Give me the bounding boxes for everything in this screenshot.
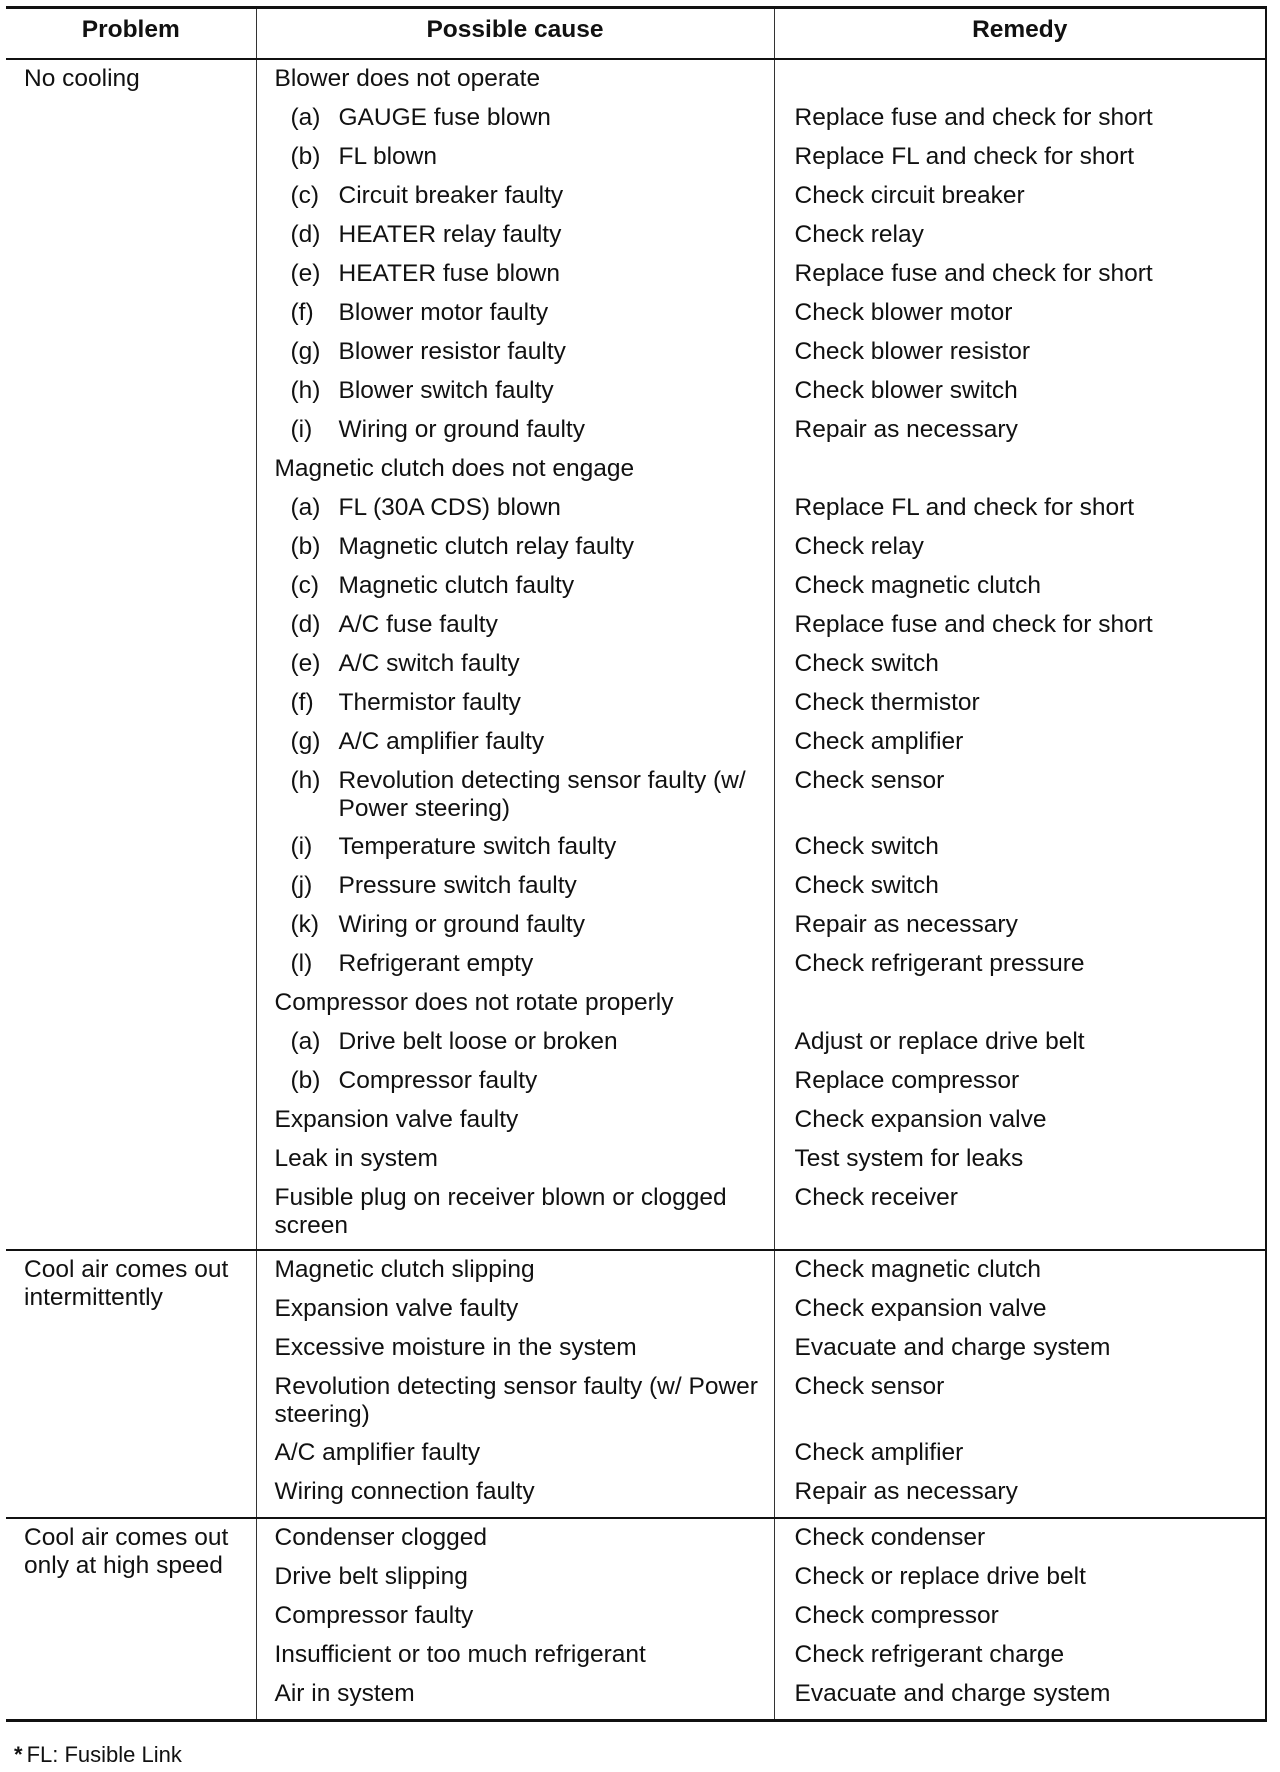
remedy-item: Adjust or replace drive belt [794, 1028, 1085, 1055]
cause-text: Blower switch faulty [338, 377, 554, 404]
cause-sub-item [257, 411, 774, 450]
problem-cell: Cool air comes out intermittently [6, 1250, 256, 1518]
cause-item: Magnetic clutch slipping [274, 1256, 535, 1283]
remedy-item: Check magnetic clutch [794, 572, 1041, 599]
cause-item-label: (e) [290, 650, 321, 677]
cause-item-label: (l) [290, 950, 313, 977]
cause-text: Drive belt loose or broken [338, 1028, 618, 1055]
cause-item: Fusible plug on receiver blown or clogged screen [274, 1184, 727, 1239]
header-possible-cause: Possible cause [256, 8, 774, 60]
remedy-item: Replace FL and check for short [794, 143, 1135, 170]
cause-sub-item [257, 528, 774, 567]
cause-item-label: (e) [290, 260, 321, 287]
cause-text: A/C fuse faulty [338, 611, 498, 638]
cause-item-label: (k) [290, 911, 320, 938]
remedy-item: Check sensor [794, 767, 945, 794]
cause-sub-item [257, 828, 774, 867]
cause-item-label: (d) [290, 611, 321, 638]
remedy-item: Check switch [794, 833, 939, 860]
cause-text: Pressure switch faulty [338, 872, 577, 899]
cause-text: Magnetic clutch faulty [338, 572, 575, 599]
remedy-item: Check sensor [794, 1373, 945, 1400]
cause-text: A/C switch faulty [338, 650, 520, 677]
cause-column [256, 59, 774, 1250]
remedy-item: Check receiver [794, 1184, 958, 1211]
cause-item-label: (c) [290, 572, 320, 599]
cause-text: Wiring or ground faulty [338, 911, 585, 938]
cause-item: Compressor does not rotate properly [274, 989, 674, 1016]
cause-item: Blower does not operate [274, 65, 541, 92]
cause-text: Wiring or ground faulty [338, 416, 585, 443]
cause-sub-item [257, 138, 774, 177]
problem-group [6, 1250, 1266, 1518]
problem-group [6, 1518, 1266, 1721]
remedy-item: Repair as necessary [794, 416, 1018, 443]
cause-text: Circuit breaker faulty [338, 182, 564, 209]
table-header-row [6, 8, 1266, 60]
cause-item: Wiring connection faulty [274, 1478, 535, 1505]
cause-item-label: (b) [290, 533, 321, 560]
remedy-item [775, 450, 1266, 489]
cause-sub-item [257, 489, 774, 528]
remedy-item: Replace fuse and check for short [794, 611, 1153, 638]
remedy-item: Check switch [794, 872, 939, 899]
remedy-column [774, 59, 1266, 1250]
cause-item-label: (a) [290, 104, 321, 131]
cause-item-label: (b) [290, 143, 321, 170]
cause-item-label: (a) [290, 1028, 321, 1055]
cause-sub-item [257, 372, 774, 411]
footnote-symbol: * [14, 1742, 23, 1767]
cause-item-label: (j) [290, 872, 313, 899]
cause-sub-item [257, 606, 774, 645]
cause-text: Refrigerant empty [338, 950, 534, 977]
remedy-item: Replace compressor [794, 1067, 1020, 1094]
remedy-item: Repair as necessary [794, 1478, 1018, 1505]
cause-item: Drive belt slipping [274, 1563, 468, 1590]
cause-sub-item [257, 333, 774, 372]
cause-item-label: (f) [290, 689, 314, 716]
cause-sub-item [257, 99, 774, 138]
remedy-item: Check or replace drive belt [794, 1563, 1086, 1590]
cause-text: Temperature switch faulty [338, 833, 617, 860]
remedy-item: Replace fuse and check for short [794, 260, 1153, 287]
remedy-item: Evacuate and charge system [794, 1334, 1111, 1361]
cause-item-label: (g) [290, 728, 321, 755]
cause-item: Expansion valve faulty [274, 1295, 519, 1322]
remedy-item: Check switch [794, 650, 939, 677]
cause-item: Leak in system [274, 1145, 438, 1172]
cause-text: GAUGE fuse blown [338, 104, 551, 131]
cause-sub-item [257, 867, 774, 906]
remedy-item: Check compressor [794, 1602, 999, 1629]
cause-item-label: (h) [290, 767, 321, 794]
cause-sub-item [257, 645, 774, 684]
remedy-item: Check amplifier [794, 1439, 964, 1466]
cause-item: Revolution detecting sensor faulty (w/ Power steering) [274, 1373, 758, 1428]
cause-item-label: (f) [290, 299, 314, 326]
problem-cell: No cooling [6, 59, 256, 1250]
remedy-item: Check magnetic clutch [794, 1256, 1041, 1283]
cause-sub-item [257, 762, 774, 828]
cause-text: Thermistor faulty [338, 689, 521, 716]
cause-text: Blower resistor faulty [338, 338, 566, 365]
cause-item-label: (a) [290, 494, 321, 521]
remedy-item [775, 984, 1266, 1023]
header-problem: Problem [6, 8, 256, 60]
cause-sub-item [257, 255, 774, 294]
cause-column [256, 1250, 774, 1518]
cause-sub-item [257, 1023, 774, 1062]
cause-text: Revolution detecting sensor faulty (w/ Power steering) [338, 767, 746, 822]
problem-group [6, 59, 1266, 1250]
cause-sub-item [257, 723, 774, 762]
cause-sub-item [257, 567, 774, 606]
remedy-item: Check amplifier [794, 728, 964, 755]
footnote [14, 1742, 182, 1768]
problem-cell: Cool air comes out only at high speed [6, 1518, 256, 1721]
remedy-item: Check relay [794, 221, 924, 248]
remedy-column [774, 1518, 1266, 1721]
cause-item-label: (d) [290, 221, 321, 248]
remedy-item: Check refrigerant charge [794, 1641, 1065, 1668]
header-remedy: Remedy [774, 8, 1266, 60]
remedy-item: Check expansion valve [794, 1106, 1047, 1133]
cause-sub-item [257, 945, 774, 984]
document-page [6, 6, 1272, 1767]
footnote-text: FL: Fusible Link [26, 1742, 182, 1767]
cause-text: HEATER relay faulty [338, 221, 562, 248]
cause-item: Condenser clogged [274, 1524, 487, 1551]
cause-item-label: (h) [290, 377, 321, 404]
cause-text: Compressor faulty [338, 1067, 538, 1094]
cause-item: Compressor faulty [274, 1602, 474, 1629]
troubleshooting-table [6, 6, 1267, 1722]
remedy-item: Check refrigerant pressure [794, 950, 1085, 977]
cause-sub-item [257, 1062, 774, 1101]
remedy-item: Check relay [794, 533, 924, 560]
remedy-item: Test system for leaks [794, 1145, 1024, 1172]
remedy-item: Repair as necessary [794, 911, 1018, 938]
cause-item: Magnetic clutch does not engage [274, 455, 635, 482]
cause-item: A/C amplifier faulty [274, 1439, 481, 1466]
remedy-item: Replace fuse and check for short [794, 104, 1153, 131]
cause-text: A/C amplifier faulty [338, 728, 545, 755]
remedy-item: Replace FL and check for short [794, 494, 1135, 521]
cause-text: Magnetic clutch relay faulty [338, 533, 634, 560]
cause-item-label: (i) [290, 833, 313, 860]
cause-item: Insufficient or too much refrigerant [274, 1641, 646, 1668]
cause-sub-item [257, 684, 774, 723]
cause-item-label: (b) [290, 1067, 321, 1094]
cause-text: FL blown [338, 143, 438, 170]
remedy-item: Check circuit breaker [794, 182, 1025, 209]
cause-item-label: (i) [290, 416, 313, 443]
cause-text: Blower motor faulty [338, 299, 549, 326]
remedy-item: Check expansion valve [794, 1295, 1047, 1322]
table-body [6, 59, 1266, 1721]
remedy-item: Evacuate and charge system [794, 1680, 1111, 1707]
cause-item-label: (g) [290, 338, 321, 365]
remedy-item: Check blower resistor [794, 338, 1031, 365]
remedy-item [775, 60, 1266, 99]
remedy-item: Check blower switch [794, 377, 1018, 404]
cause-sub-item [257, 177, 774, 216]
cause-sub-item [257, 294, 774, 333]
cause-item: Expansion valve faulty [274, 1106, 519, 1133]
cause-text: FL (30A CDS) blown [338, 494, 561, 521]
cause-sub-item [257, 906, 774, 945]
remedy-item: Check thermistor [794, 689, 980, 716]
cause-column [256, 1518, 774, 1721]
remedy-item: Check blower motor [794, 299, 1013, 326]
cause-item: Air in system [274, 1680, 415, 1707]
cause-sub-item [257, 216, 774, 255]
cause-item: Excessive moisture in the system [274, 1334, 637, 1361]
cause-item-label: (c) [290, 182, 320, 209]
remedy-column [774, 1250, 1266, 1518]
remedy-item: Check condenser [794, 1524, 986, 1551]
cause-text: HEATER fuse blown [338, 260, 560, 287]
